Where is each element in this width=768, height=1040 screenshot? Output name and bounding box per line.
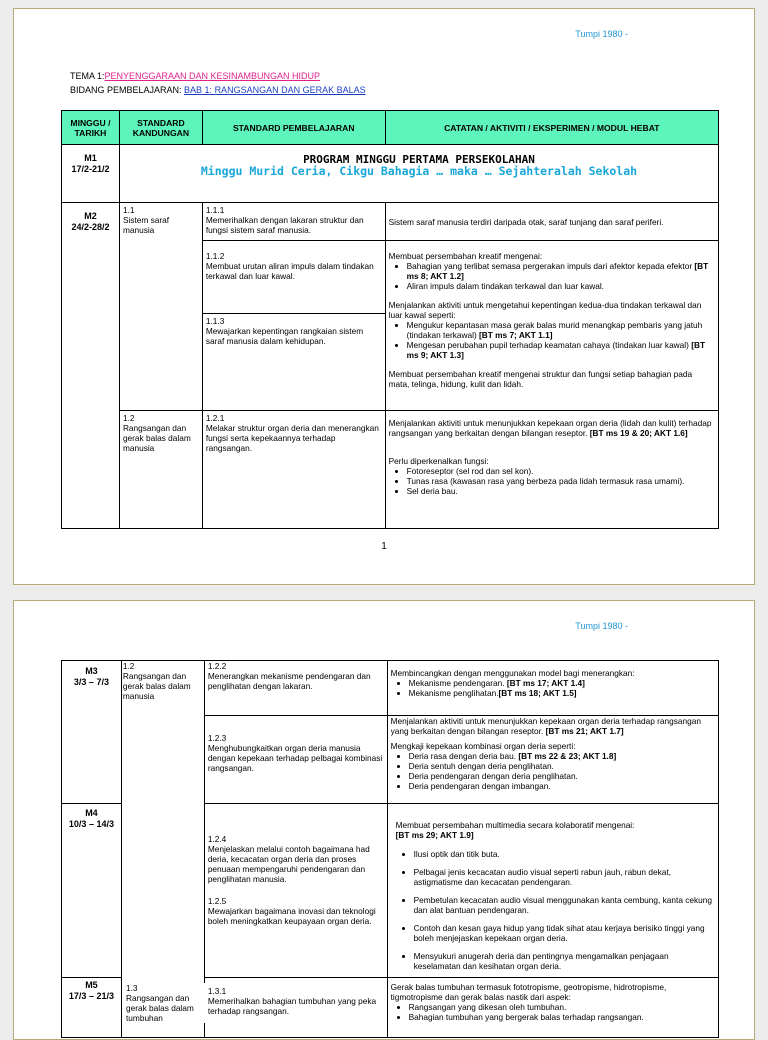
week-label: M3 xyxy=(85,666,98,676)
standard-pembelajaran-cell xyxy=(202,203,385,241)
list-item: • Aliran impuls dalam tindakan terkawal dan luar kawal. xyxy=(407,281,715,291)
col-catatan: CATATAN / AKTIVITI / EKSPERIMEN / MODUL HEBAT xyxy=(385,111,718,145)
note-list xyxy=(391,1002,715,1022)
note-text: Menjalankan aktiviti untuk menunjukkan kepekaan organ deria terhadap rangsangan yang berkaitan dengan bilangan reseptor. [BT ms 21; AKT 1.7] xyxy=(390,716,701,736)
note-ref: [BT ms 29; AKT 1.9] xyxy=(395,830,474,840)
note-list xyxy=(391,751,715,791)
tema-label: TEMA 1: xyxy=(70,71,105,81)
week-date: 17/2-21/2 xyxy=(71,164,110,174)
list-item: • Deria pendengaran dengan deria penglihatan. xyxy=(409,771,715,781)
note-text: Membuat persembahan multimedia secara kolaboratif mengenai: xyxy=(395,820,635,830)
table-row-m1 xyxy=(62,145,719,203)
page-header: Tumpi 1980 - xyxy=(575,29,628,39)
catatan-cell xyxy=(385,203,718,241)
note-list xyxy=(391,678,715,698)
bidang-label: BIDANG PEMBELAJARAN: xyxy=(70,85,182,95)
list-item: • Fotoreseptor (sel rod dan sel kon). xyxy=(407,466,715,476)
note-text: Mengkaji kepekaan kombinasi organ deria seperti: xyxy=(390,741,576,751)
sp-text: Memerihalkan bahagian tumbuhan yang peka terhadap rangsangan. xyxy=(207,996,377,1016)
tema-link[interactable]: PENYENGGARAAN DAN KESINAMBUNGAN HIDUP xyxy=(104,71,321,81)
list-item: • Contoh dan kesan gaya hidup yang tidak sihat atau kerjaya berisiko tinggi yang boleh menjejaskan kepekaan organ deria. xyxy=(414,923,714,943)
col-standard-pembelajaran: STANDARD PEMBELAJARAN xyxy=(202,111,385,145)
sp-text: Menjelaskan melalui contoh bagaimana had deria, kecacatan organ deria dan proses penuaan mempengaruhi pendengaran dan penglihatan manusia. xyxy=(207,844,370,884)
note-text: Membincangkan dengan menggunakan model bagi menerangkan: xyxy=(390,668,635,678)
standard-pembelajaran-cell xyxy=(204,661,387,716)
col-standard-kandungan: STANDARD KANDUNGAN xyxy=(119,111,202,145)
note-list xyxy=(389,466,715,496)
list-item: • Mekanisme pendengaran. [BT ms 17; AKT 1.4] xyxy=(409,678,715,688)
rpt-table-2 xyxy=(61,660,719,1038)
list-item: • Pembetulan kecacatan audio visual menggunakan kanta cembung, kanta cekung dan alat bantuan pendengaran. xyxy=(414,895,714,915)
list-item: • Mengesan perubahan pupil terhadap keamatan cahaya (tindakan luar kawal) [BT ms 9; AKT 1.3] xyxy=(407,340,715,360)
list-item: • Pelbagai jenis kecacatan audio visual seperti rabun jauh, rabun dekat, astigmatisme dan kecacatan pendengaran. xyxy=(414,867,714,887)
list-item: • Sel deria bau. xyxy=(407,486,715,496)
week-cell xyxy=(62,203,120,529)
standard-pembelajaran-cell xyxy=(204,716,387,804)
note-list xyxy=(389,320,715,360)
sk-text: Rangsangan dan gerak balas dalam manusia xyxy=(122,671,191,701)
col-minggu: MINGGU / TARIKH xyxy=(62,111,120,145)
sp-text: Membuat urutan aliran impuls dalam tindakan terkawal dan luar kawal. xyxy=(205,261,374,281)
sp-text: Memerihalkan dengan lakaran struktur dan fungsi sistem saraf manusia. xyxy=(205,215,364,235)
standard-pembelajaran-cell xyxy=(202,411,385,529)
week-date: 17/3 – 21/3 xyxy=(68,991,114,1001)
sk-text: Sistem saraf manusia xyxy=(122,215,170,235)
week-date: 24/2-28/2 xyxy=(71,222,110,232)
week-label: M2 xyxy=(84,211,97,221)
sp-code: 1.1.1 xyxy=(205,205,225,215)
note-text: Membuat persembahan kreatif mengenai struktur dan fungsi setiap bahagian pada mata, telinga, hidung, kulit dan lidah. xyxy=(388,369,693,389)
bidang-line xyxy=(70,85,366,95)
week-cell xyxy=(62,145,120,203)
week-date: 3/3 – 7/3 xyxy=(73,677,109,687)
list-item: • Bahagian yang terlibat semasa pergerakan impuls dari afektor kepada efektor [BT ms 8; AKT 1.2] xyxy=(407,261,715,281)
standard-kandungan-cell xyxy=(121,661,204,1038)
sp-code: 1.3.1 xyxy=(207,986,227,996)
catatan-cell xyxy=(387,661,718,716)
list-item: • Deria rasa dengan deria bau. [BT ms 22 & 23; AKT 1.8] xyxy=(409,751,715,761)
document-page-1 xyxy=(13,8,755,585)
sp-code: 1.1.2 xyxy=(205,251,225,261)
list-item: • Mekanisme penglihatan.[BT ms 18; AKT 1.5] xyxy=(409,688,715,698)
week-cell xyxy=(62,661,122,804)
week-cell xyxy=(62,804,122,978)
list-item: • Bahagian tumbuhan yang bergerak balas terhadap rangsangan. xyxy=(409,1012,715,1022)
note-text: Perlu diperkenalkan fungsi: xyxy=(388,456,489,466)
sp-code: 1.1.3 xyxy=(205,316,225,326)
catatan-cell xyxy=(385,411,718,529)
page-number: 1 xyxy=(381,541,387,552)
note-list xyxy=(396,849,714,971)
note-text: Menjalankan aktiviti untuk menunjukkan kepekaan organ deria (lidah dan kulit) terhadap rangsangan yang berkaitan dengan bilangan reseptor. [BT ms 19 & 20; AKT 1.6] xyxy=(388,418,712,438)
sk-text: Rangsangan dan gerak balas dalam manusia xyxy=(122,423,191,453)
standard-pembelajaran-cell xyxy=(202,314,385,411)
sp-code: 1.2.1 xyxy=(205,413,225,423)
table-header-row xyxy=(62,111,719,145)
program-subtitle: Minggu Murid Ceria, Cikgu Bahagia … maka … Sejahteralah Sekolah xyxy=(200,164,638,178)
program-cell xyxy=(119,145,718,203)
list-item: • Rangsangan yang dikesan oleh tumbuhan. xyxy=(409,1002,715,1012)
document-page-2 xyxy=(13,600,755,1040)
catatan-cell xyxy=(385,241,718,411)
note-text: Gerak balas tumbuhan termasuk fototropisme, geotropisme, hidrotropisme, tigmotropisme dan gerak balas nastik dari aspek: xyxy=(390,982,667,1002)
sk-code: 1.1 xyxy=(122,205,135,215)
standard-pembelajaran-cell xyxy=(204,804,387,978)
week-label: M5 xyxy=(85,980,98,990)
page-header: Tumpi 1980 - xyxy=(575,621,628,631)
sp-text: Melakar struktur organ deria dan menerangkan fungsi serta kepekaannya terhadap rangsangan. xyxy=(205,423,379,453)
bidang-link[interactable]: BAB 1: RANGSANGAN DAN GERAK BALAS xyxy=(184,85,366,95)
list-item: • Deria pendengaran dengan imbangan. xyxy=(409,781,715,791)
sk-code: 1.2 xyxy=(122,661,135,671)
standard-kandungan-cell xyxy=(119,411,202,529)
table-row-m3-a xyxy=(62,661,719,716)
list-item: • Ilusi optik dan titik buta. xyxy=(414,849,714,859)
week-date: 10/3 – 14/3 xyxy=(68,819,114,829)
standard-pembelajaran-cell xyxy=(204,978,387,1038)
sk-text: Rangsangan dan gerak balas dalam tumbuhan xyxy=(126,993,194,1023)
list-item: • Tunas rasa (kawasan rasa yang berbeza pada lidah termasuk rasa umami). xyxy=(407,476,715,486)
note-text: Membuat persembahan kreatif mengenai: xyxy=(388,251,543,261)
rpt-table-1 xyxy=(61,110,719,529)
note-text: Menjalankan aktiviti untuk mengetahui kepentingan kedua-dua tindakan terkawal dan luar kawal seperti: xyxy=(388,300,702,320)
list-item: • Mengukur kepantasan masa gerak balas murid menangkap pembaris yang jatuh (tindakan terkawal) [BT ms 7; AKT 1.1] xyxy=(407,320,715,340)
week-cell xyxy=(62,978,122,1038)
sp-code: 1.2.5 xyxy=(207,896,227,906)
catatan-cell xyxy=(387,804,718,978)
sk-code: 1.2 xyxy=(122,413,135,423)
table-row-m2-a xyxy=(62,203,719,241)
program-title: PROGRAM MINGGU PERTAMA PERSEKOLAHAN xyxy=(303,153,535,166)
standard-pembelajaran-cell xyxy=(202,241,385,314)
sp-code: 1.2.2 xyxy=(207,661,227,671)
table-row-m2-d xyxy=(62,411,719,529)
sp-code: 1.2.3 xyxy=(207,733,227,743)
standard-kandungan-cell xyxy=(119,203,202,411)
week-label: M1 xyxy=(84,153,97,163)
sk-1-3-cell xyxy=(125,983,208,1023)
tema-line xyxy=(70,71,320,81)
sp-text: Mewajarkan kepentingan rangkaian sistem saraf manusia dalam kehidupan. xyxy=(205,326,364,346)
sk-code: 1.3 xyxy=(126,983,138,993)
list-item: • Deria sentuh dengan deria penglihatan. xyxy=(409,761,715,771)
sp-text: Menerangkan mekanisme pendengaran dan penglihatan dengan lakaran. xyxy=(207,671,371,691)
sp-text: Menghubungkaitkan organ deria manusia dengan kepekaan terhadap pelbagai kombinasi rangsangan. xyxy=(207,743,383,773)
note-list xyxy=(389,261,715,291)
sp-text: Mewajarkan bagaimana inovasi dan teknologi boleh meningkatkan keupayaan organ deria. xyxy=(207,906,376,926)
catatan-cell xyxy=(387,978,718,1038)
sp-code: 1.2.4 xyxy=(207,834,227,844)
catatan-cell xyxy=(387,716,718,804)
list-item: • Mensyukuri anugerah deria dan pentingnya mengamalkan penjagaan keselamatan dan kesihatan organ deria. xyxy=(414,951,714,971)
week-label: M4 xyxy=(85,808,98,818)
note-text: Sistem saraf manusia terdiri daripada otak, saraf tunjang dan saraf periferi. xyxy=(388,216,664,227)
